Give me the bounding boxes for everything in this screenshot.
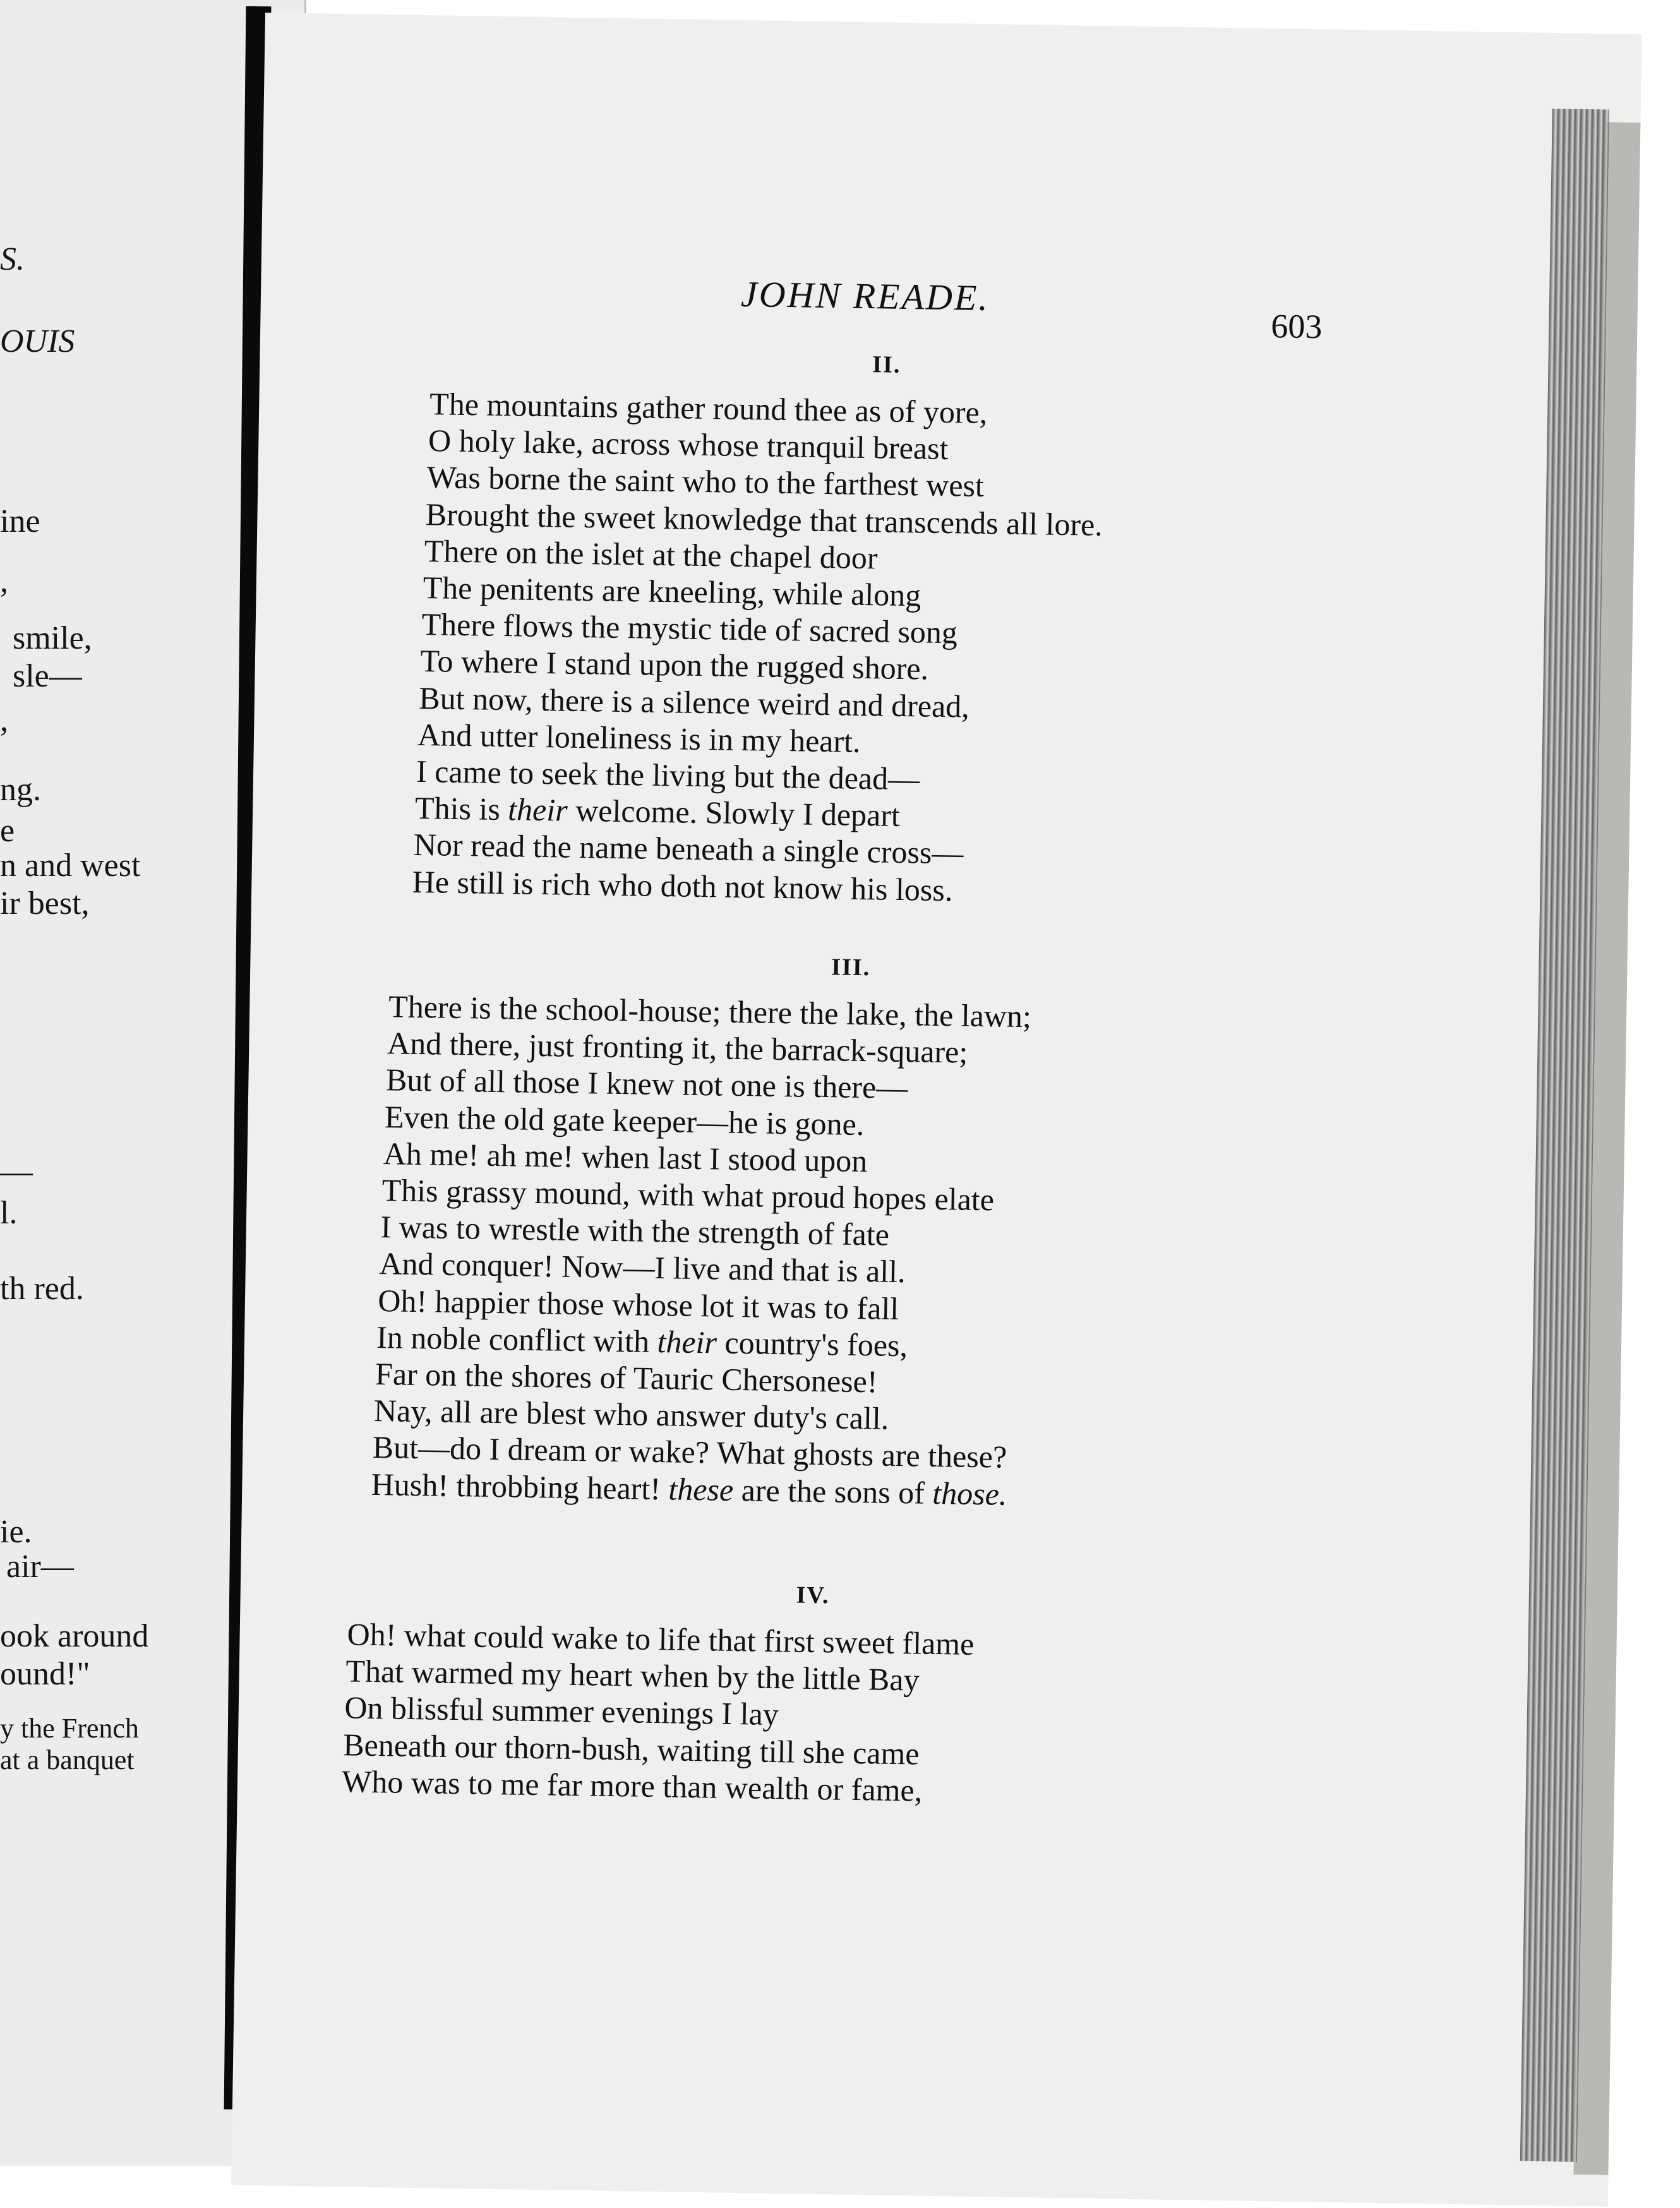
left-page-fragment: at a banquet <box>0 1744 135 1775</box>
verse-line: This grassy mound, with what proud hopes elate <box>381 1172 995 1218</box>
page-number: 603 <box>1270 307 1323 346</box>
left-page-fragment: n and west <box>0 848 141 884</box>
verse-line: He still is rich who doth not know his loss. <box>412 863 953 908</box>
verse-line: Oh! what could wake to life that first sweet flame <box>347 1616 975 1662</box>
left-page-fragment: l. <box>0 1195 18 1231</box>
left-page-fragment: y the French <box>0 1713 139 1744</box>
verse-line: There is the school-house; there the lake, the lawn; <box>388 988 1032 1035</box>
verse-line: To where I stand upon the rugged shore. <box>420 643 929 687</box>
verse-line: But of all those I knew not one is there— <box>385 1062 908 1106</box>
verse-line: Even the old gate keeper—he is gone. <box>384 1098 865 1142</box>
verse-line: The mountains gather round thee as of yore, <box>429 386 988 431</box>
verse-line: Oh! happier those whose lot it was to fall <box>377 1282 899 1326</box>
verse-line: I was to wrestle with the strength of fate <box>380 1209 890 1252</box>
verse-line: In noble conflict with their country's foes, <box>376 1319 908 1364</box>
verse-line: There on the islet at the chapel door <box>424 532 879 576</box>
left-page-fragment: — <box>0 1154 33 1190</box>
section-numeral: II. <box>872 351 901 378</box>
verse-line: But now, there is a silence weird and dread, <box>418 680 970 724</box>
verse-line: Hush! throbbing heart! these are the sons of those. <box>371 1466 1007 1512</box>
verse-line: And conquer! Now—I live and that is all. <box>379 1245 906 1290</box>
left-page-fragment: e <box>0 813 15 849</box>
verse-line: Beneath our thorn-bush, waiting till she came <box>342 1726 920 1772</box>
left-page-fragment: S. <box>0 241 25 277</box>
left-page-fragment: ie. <box>0 1514 32 1550</box>
section-numeral: IV. <box>796 1581 830 1609</box>
verse-line: Ah me! ah me! when last I stood upon <box>383 1135 868 1179</box>
verse-line: That warmed my heart when by the little Bay <box>345 1653 920 1698</box>
verse-line: I came to seek the living but the dead— <box>416 753 920 797</box>
verse-line: Nor read the name beneath a single cross— <box>413 827 964 871</box>
left-page-fragment: th red. <box>0 1271 84 1307</box>
verse-line: O holy lake, across whose tranquil breast <box>428 423 949 467</box>
left-page-fragment: ng. <box>0 772 41 808</box>
verse-line: Nay, all are blest who answer duty's call. <box>373 1393 889 1436</box>
running-head: JOHN READE. <box>740 273 990 319</box>
verse-line: Was borne the saint who to the farthest west <box>426 459 985 504</box>
verse-line: The penitents are kneeling, while along <box>423 570 921 613</box>
left-page-fragment: ook around <box>0 1618 149 1654</box>
section-numeral: III. <box>831 954 871 981</box>
verse-line: Who was to me far more than wealth or fame, <box>341 1763 923 1808</box>
verse-line: On blissful summer evenings I lay <box>344 1689 779 1732</box>
verse-line: But—do I dream or wake? What ghosts are these? <box>372 1429 1007 1475</box>
verse-line: Brought the sweet knowledge that transcends all lore. <box>425 496 1103 543</box>
verse-line: There flows the mystic tide of sacred song <box>421 606 958 651</box>
left-page-fragment: , <box>0 702 8 738</box>
verse-line: This is their welcome. Slowly I depart <box>414 790 901 834</box>
left-page-fragment: ine <box>0 503 40 539</box>
verse-line: And there, just fronting it, the barrack-square; <box>387 1025 968 1070</box>
right-page <box>231 13 1642 2207</box>
left-page-fragment: smile, <box>13 620 92 656</box>
left-page-fragment: , <box>0 563 8 599</box>
left-page-fragment: ir best, <box>0 885 90 921</box>
left-page-fragment: air— <box>6 1549 74 1585</box>
left-page-fragment: OUIS <box>0 323 75 359</box>
verse-line: And utter loneliness is in my heart. <box>417 716 861 759</box>
left-page-fragment: sle— <box>13 658 82 694</box>
left-page-fragment: ound!" <box>0 1656 90 1692</box>
verse-line: Far on the shores of Tauric Chersonese! <box>375 1356 878 1400</box>
